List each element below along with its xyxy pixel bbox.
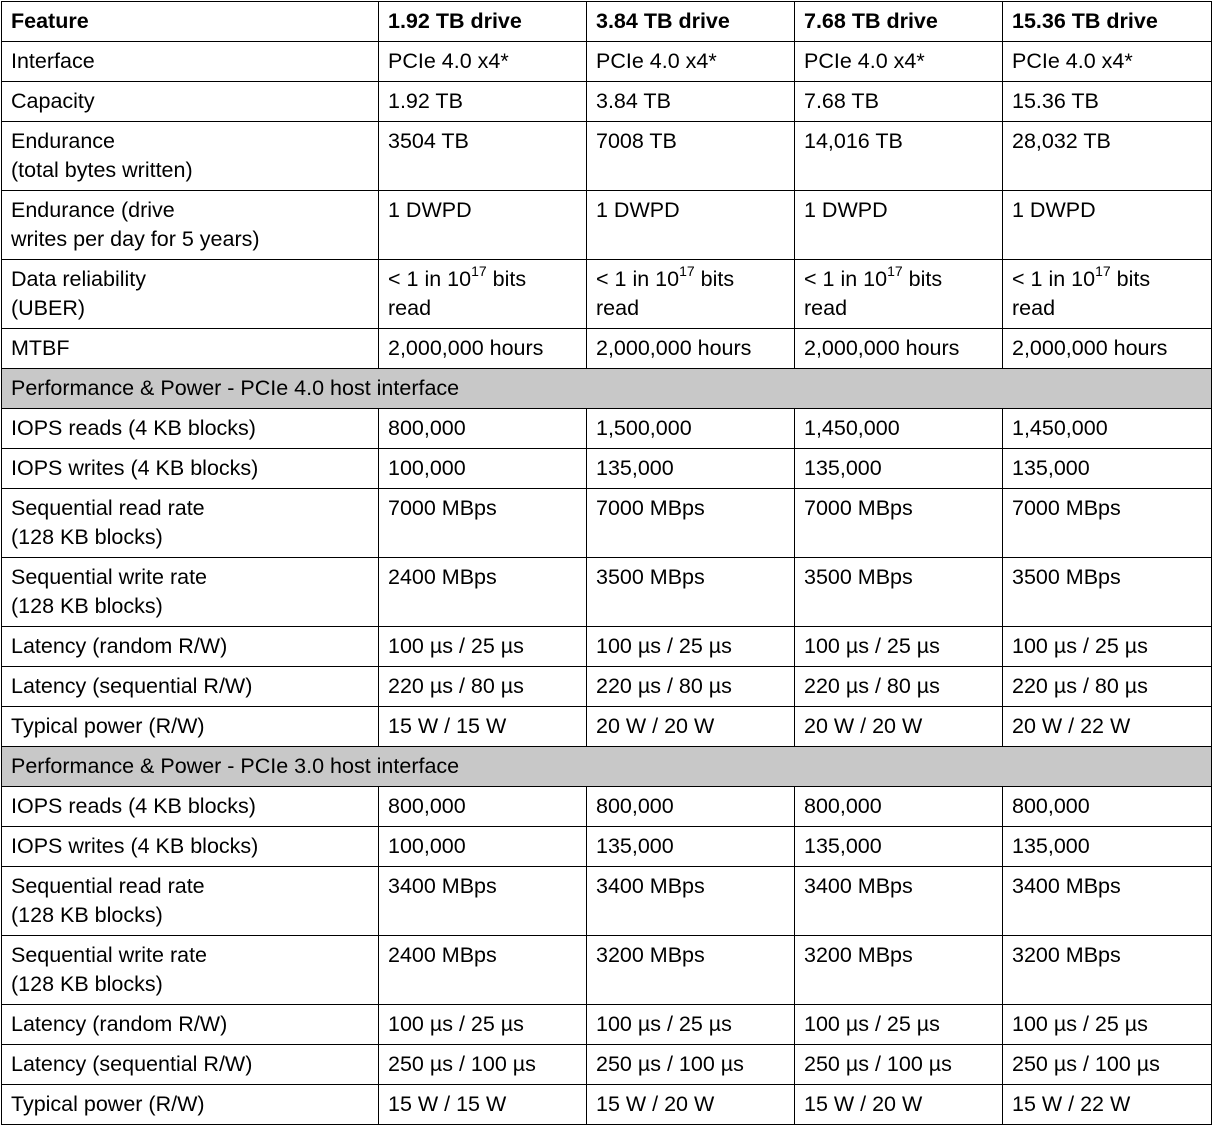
feature-cell bbox=[2, 867, 379, 936]
table-row-endurance-tbw bbox=[2, 122, 1212, 191]
value-cell: 1 DWPD bbox=[379, 191, 587, 260]
feature-line: Latency (random R/W) bbox=[11, 634, 228, 658]
value-cell: PCIe 4.0 x4* bbox=[795, 42, 1003, 82]
feature-cell bbox=[2, 667, 379, 707]
value-cell: 1,450,000 bbox=[795, 409, 1003, 449]
column-header-feature: Feature bbox=[2, 2, 379, 42]
feature-line: Latency (random R/W) bbox=[11, 1012, 228, 1036]
value-cell: 135,000 bbox=[795, 449, 1003, 489]
value-cell: PCIe 4.0 x4* bbox=[1003, 42, 1212, 82]
value-cell: 100 µs / 25 µs bbox=[587, 627, 795, 667]
table-row bbox=[2, 787, 1212, 827]
feature-line: IOPS reads (4 KB blocks) bbox=[11, 416, 256, 440]
value-cell: 7008 TB bbox=[587, 122, 795, 191]
value-cell: 100 µs / 25 µs bbox=[587, 1005, 795, 1045]
uber-value-cell bbox=[379, 260, 587, 329]
value-cell: 1 DWPD bbox=[1003, 191, 1212, 260]
table-row bbox=[2, 936, 1212, 1005]
feature-line: IOPS writes (4 KB blocks) bbox=[11, 834, 259, 858]
table-row-data-reliability bbox=[2, 260, 1212, 329]
value-cell: 20 W / 20 W bbox=[587, 707, 795, 747]
feature-line: Typical power (R/W) bbox=[11, 714, 205, 738]
section-header-row bbox=[2, 369, 1212, 409]
feature-cell: MTBF bbox=[2, 329, 379, 369]
table-row-interface bbox=[2, 42, 1212, 82]
feature-cell bbox=[2, 122, 379, 191]
value-cell: 100,000 bbox=[379, 827, 587, 867]
uber-suffix: bits bbox=[694, 267, 735, 291]
feature-cell bbox=[2, 827, 379, 867]
value-cell: 7000 MBps bbox=[587, 489, 795, 558]
column-header-1-92tb: 1.92 TB drive bbox=[379, 2, 587, 42]
value-cell: 250 µs / 100 µs bbox=[795, 1045, 1003, 1085]
feature-line: (128 KB blocks) bbox=[11, 525, 163, 549]
feature-cell bbox=[2, 627, 379, 667]
value-cell: 220 µs / 80 µs bbox=[379, 667, 587, 707]
value-cell: 250 µs / 100 µs bbox=[1003, 1045, 1212, 1085]
value-cell: 250 µs / 100 µs bbox=[587, 1045, 795, 1085]
uber-prefix: < 1 in 10 bbox=[388, 267, 472, 291]
value-cell: 15 W / 15 W bbox=[379, 707, 587, 747]
feature-line: (128 KB blocks) bbox=[11, 594, 163, 618]
feature-cell bbox=[2, 449, 379, 489]
uber-value-cell bbox=[1003, 260, 1212, 329]
table-row bbox=[2, 1005, 1212, 1045]
column-header-15-36tb: 15.36 TB drive bbox=[1003, 2, 1212, 42]
value-cell: 14,016 TB bbox=[795, 122, 1003, 191]
feature-line: Sequential write rate bbox=[11, 943, 207, 967]
feature-line: Sequential read rate bbox=[11, 496, 205, 520]
section-title: Performance & Power - PCIe 4.0 host interface bbox=[2, 369, 1212, 409]
feature-cell: Interface bbox=[2, 42, 379, 82]
value-cell: 1,450,000 bbox=[1003, 409, 1212, 449]
feature-line: Sequential write rate bbox=[11, 565, 207, 589]
value-cell: 2,000,000 hours bbox=[379, 329, 587, 369]
value-cell: 7000 MBps bbox=[795, 489, 1003, 558]
value-cell: 135,000 bbox=[587, 827, 795, 867]
feature-line: writes per day for 5 years) bbox=[11, 227, 260, 251]
column-header-7-68tb: 7.68 TB drive bbox=[795, 2, 1003, 42]
value-cell: 3200 MBps bbox=[587, 936, 795, 1005]
table-row bbox=[2, 827, 1212, 867]
feature-cell bbox=[2, 1005, 379, 1045]
value-cell: 1 DWPD bbox=[587, 191, 795, 260]
value-cell: 3400 MBps bbox=[587, 867, 795, 936]
feature-line: Typical power (R/W) bbox=[11, 1092, 205, 1116]
feature-line: Sequential read rate bbox=[11, 874, 205, 898]
value-cell: 220 µs / 80 µs bbox=[587, 667, 795, 707]
value-cell: PCIe 4.0 x4* bbox=[379, 42, 587, 82]
table-header-row bbox=[2, 2, 1212, 42]
value-cell: 2400 MBps bbox=[379, 558, 587, 627]
uber-suffix: bits bbox=[1110, 267, 1151, 291]
value-cell: 2,000,000 hours bbox=[587, 329, 795, 369]
value-cell: 3500 MBps bbox=[795, 558, 1003, 627]
value-cell: 100 µs / 25 µs bbox=[795, 1005, 1003, 1045]
value-cell: 3500 MBps bbox=[1003, 558, 1212, 627]
performance-sections bbox=[2, 369, 1212, 1125]
uber-value-cell bbox=[587, 260, 795, 329]
value-cell: 20 W / 20 W bbox=[795, 707, 1003, 747]
table-row-endurance-dwpd bbox=[2, 191, 1212, 260]
feature-cell bbox=[2, 409, 379, 449]
uber-suffix: bits bbox=[486, 267, 527, 291]
value-cell: 100 µs / 25 µs bbox=[379, 1005, 587, 1045]
table-row bbox=[2, 449, 1212, 489]
value-cell: 2,000,000 hours bbox=[1003, 329, 1212, 369]
drive-spec-table bbox=[1, 1, 1212, 1125]
value-cell: 800,000 bbox=[587, 787, 795, 827]
value-cell: 2400 MBps bbox=[379, 936, 587, 1005]
value-cell: 3500 MBps bbox=[587, 558, 795, 627]
table-row-capacity bbox=[2, 82, 1212, 122]
value-cell: 20 W / 22 W bbox=[1003, 707, 1212, 747]
value-cell: 220 µs / 80 µs bbox=[1003, 667, 1212, 707]
table-row bbox=[2, 409, 1212, 449]
value-cell: 100 µs / 25 µs bbox=[379, 627, 587, 667]
value-cell: 135,000 bbox=[1003, 449, 1212, 489]
section-header-row bbox=[2, 747, 1212, 787]
value-cell: 800,000 bbox=[379, 409, 587, 449]
value-cell: 1 DWPD bbox=[795, 191, 1003, 260]
value-cell: 15.36 TB bbox=[1003, 82, 1212, 122]
value-cell: 7000 MBps bbox=[379, 489, 587, 558]
uber-exponent: 17 bbox=[471, 262, 487, 279]
uber-exponent: 17 bbox=[1095, 262, 1111, 279]
table-row bbox=[2, 707, 1212, 747]
section-title: Performance & Power - PCIe 3.0 host interface bbox=[2, 747, 1212, 787]
value-cell: 135,000 bbox=[795, 827, 1003, 867]
table-row bbox=[2, 558, 1212, 627]
feature-cell bbox=[2, 787, 379, 827]
value-cell: 250 µs / 100 µs bbox=[379, 1045, 587, 1085]
value-cell: 135,000 bbox=[1003, 827, 1212, 867]
column-header-3-84tb: 3.84 TB drive bbox=[587, 2, 795, 42]
uber-prefix: < 1 in 10 bbox=[596, 267, 680, 291]
feature-cell bbox=[2, 936, 379, 1005]
value-cell: 7000 MBps bbox=[1003, 489, 1212, 558]
value-cell: 3400 MBps bbox=[379, 867, 587, 936]
feature-cell bbox=[2, 1085, 379, 1125]
value-cell: 100 µs / 25 µs bbox=[795, 627, 1003, 667]
table-row bbox=[2, 667, 1212, 707]
feature-cell bbox=[2, 260, 379, 329]
feature-cell: Capacity bbox=[2, 82, 379, 122]
value-cell: 800,000 bbox=[379, 787, 587, 827]
uber-line2: read bbox=[388, 296, 432, 320]
feature-line: (total bytes written) bbox=[11, 158, 193, 182]
value-cell: 2,000,000 hours bbox=[795, 329, 1003, 369]
uber-prefix: < 1 in 10 bbox=[804, 267, 888, 291]
value-cell: 100 µs / 25 µs bbox=[1003, 1005, 1212, 1045]
value-cell: 3200 MBps bbox=[1003, 936, 1212, 1005]
feature-line: IOPS reads (4 KB blocks) bbox=[11, 794, 256, 818]
uber-line2: read bbox=[596, 296, 640, 320]
uber-suffix: bits bbox=[902, 267, 943, 291]
value-cell: 100 µs / 25 µs bbox=[1003, 627, 1212, 667]
table-row bbox=[2, 627, 1212, 667]
value-cell: 800,000 bbox=[1003, 787, 1212, 827]
uber-exponent: 17 bbox=[679, 262, 695, 279]
table-row bbox=[2, 867, 1212, 936]
value-cell: 800,000 bbox=[795, 787, 1003, 827]
value-cell: 28,032 TB bbox=[1003, 122, 1212, 191]
value-cell: 3400 MBps bbox=[1003, 867, 1212, 936]
feature-line: Endurance (drive bbox=[11, 198, 175, 222]
value-cell: 135,000 bbox=[587, 449, 795, 489]
value-cell: 100,000 bbox=[379, 449, 587, 489]
feature-cell bbox=[2, 1045, 379, 1085]
uber-prefix: < 1 in 10 bbox=[1012, 267, 1096, 291]
uber-exponent: 17 bbox=[887, 262, 903, 279]
feature-line: Latency (sequential R/W) bbox=[11, 1052, 253, 1076]
value-cell: 15 W / 15 W bbox=[379, 1085, 587, 1125]
feature-line: (UBER) bbox=[11, 296, 86, 320]
table-row bbox=[2, 1045, 1212, 1085]
uber-value-cell bbox=[795, 260, 1003, 329]
feature-line: (128 KB blocks) bbox=[11, 972, 163, 996]
uber-line2: read bbox=[804, 296, 848, 320]
value-cell: 15 W / 22 W bbox=[1003, 1085, 1212, 1125]
value-cell: 3.84 TB bbox=[587, 82, 795, 122]
uber-line2: read bbox=[1012, 296, 1056, 320]
feature-cell bbox=[2, 489, 379, 558]
value-cell: PCIe 4.0 x4* bbox=[587, 42, 795, 82]
feature-line: Latency (sequential R/W) bbox=[11, 674, 253, 698]
feature-line: Data reliability bbox=[11, 267, 147, 291]
table-row bbox=[2, 489, 1212, 558]
value-cell: 15 W / 20 W bbox=[795, 1085, 1003, 1125]
feature-cell bbox=[2, 558, 379, 627]
feature-line: IOPS writes (4 KB blocks) bbox=[11, 456, 259, 480]
table-row bbox=[2, 1085, 1212, 1125]
value-cell: 1,500,000 bbox=[587, 409, 795, 449]
feature-line: Endurance bbox=[11, 129, 115, 153]
feature-line: (128 KB blocks) bbox=[11, 903, 163, 927]
feature-cell bbox=[2, 707, 379, 747]
value-cell: 1.92 TB bbox=[379, 82, 587, 122]
value-cell: 15 W / 20 W bbox=[587, 1085, 795, 1125]
value-cell: 220 µs / 80 µs bbox=[795, 667, 1003, 707]
table-row-mtbf bbox=[2, 329, 1212, 369]
value-cell: 7.68 TB bbox=[795, 82, 1003, 122]
value-cell: 3504 TB bbox=[379, 122, 587, 191]
value-cell: 3200 MBps bbox=[795, 936, 1003, 1005]
feature-cell bbox=[2, 191, 379, 260]
value-cell: 3400 MBps bbox=[795, 867, 1003, 936]
